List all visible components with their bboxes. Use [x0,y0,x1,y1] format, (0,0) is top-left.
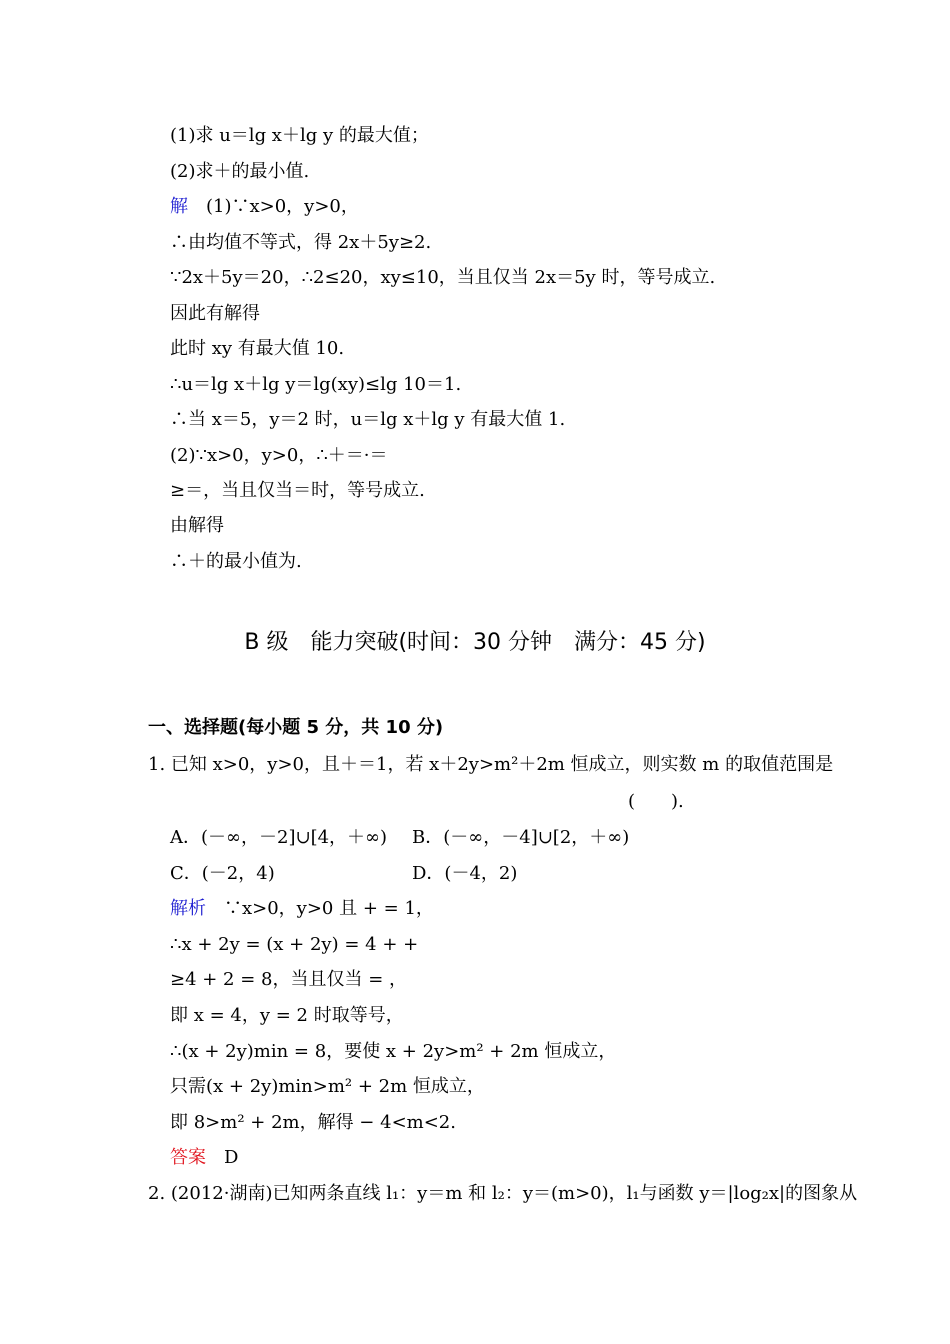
solution-line: 此时 xy 有最大值 10. [170,338,345,359]
answer-label: 答案 [170,1147,206,1168]
answer-paren: ( ). [628,791,684,812]
solution-label: 解 [170,196,188,217]
solution-line: 因此有解得 [170,303,260,324]
section-title: B 级 能力突破(时间：30 分钟 满分：45 分) [244,630,706,655]
solution-first-line: (1)∵x>0，y>0， [206,196,359,217]
analysis-line: 即 x = 4，y = 2 时取等号， [170,1005,404,1026]
option-a: A．(－∞，－2]∪[4，＋∞) [170,827,388,848]
solution-line: ∵2x＋5y＝20，∴2≤20，xy≤10，当且仅当 2x＝5y 时，等号成立. [170,267,716,288]
solution-line: (2)∵x>0，y>0，∴＋＝·＝ [170,445,388,466]
solution-line: ∴u＝lg x＋lg y＝lg(xy)≤lg 10＝1. [170,374,462,395]
analysis-line: ∴(x + 2y)min = 8，要使 x + 2y>m² + 2m 恒成立， [170,1041,617,1062]
answer-value: D [224,1147,239,1168]
option-d: D．(－4，2) [412,863,518,884]
analysis-line: ∴x + 2y = (x + 2y) = 4 + + [170,934,419,955]
answer-line [170,1146,238,1170]
analysis-label: 解析 [170,898,206,919]
solution-line: ∴＋的最小值为. [170,551,302,572]
analysis-first-line: ∵x>0，y>0 且 + = 1， [224,898,434,919]
solution-line: ≥＝，当且仅当＝时，等号成立. [170,480,425,501]
option-c: C．(－2，4) [170,863,275,884]
analysis-line: ≥4 + 2 = 8，当且仅当 = ， [170,969,408,990]
solution-start [170,195,359,219]
solution-line: ∴由均值不等式，得 2x＋5y≥2. [170,232,432,253]
analysis-line: 即 8>m² + 2m，解得 − 4<m<2. [170,1112,456,1133]
question-part-1: (1)求 u＝lg x＋lg y 的最大值； [170,125,429,146]
solution-line: ∴当 x＝5，y＝2 时，u＝lg x＋lg y 有最大值 1. [170,409,566,430]
solution-line: 由解得 [170,515,224,536]
analysis-start [170,897,434,921]
analysis-line: 只需(x + 2y)min>m² + 2m 恒成立， [170,1076,485,1097]
question-part-2: (2)求＋的最小值. [170,161,310,182]
group-title: 一、选择题(每小题 5 分，共 10 分) [148,717,444,738]
question-2-stem: 2. (2012·湖南)已知两条直线 l₁：y＝m 和 l₂：y＝(m>0)，l₁与函数 y＝|log₂x|的图象从 [148,1183,858,1204]
option-b: B．(－∞，－4]∪[2，＋∞) [412,827,630,848]
question-1-stem: 1. 已知 x>0，y>0，且＋＝1，若 x＋2y>m²＋2m 恒成立，则实数 m 的取值范围是 [148,754,834,775]
